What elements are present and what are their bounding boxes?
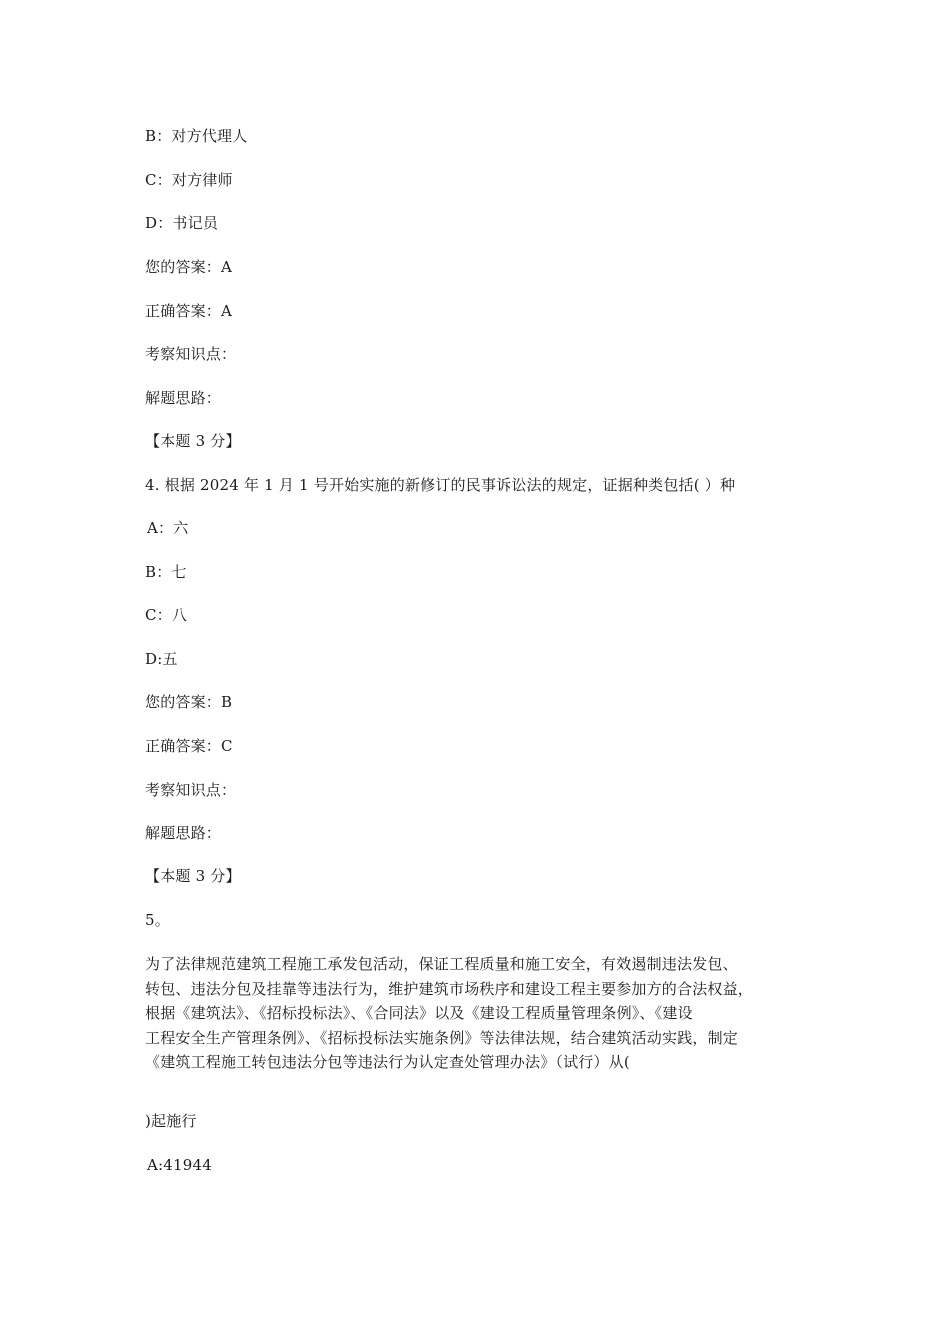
q3-knowledge-point: 考察知识点：	[145, 345, 237, 363]
q5-option-a: A:41944	[147, 1156, 213, 1174]
q5-question-paragraph	[145, 952, 820, 1075]
q4-solution-idea: 解题思路：	[145, 824, 222, 842]
q5-question-line: 为了法律规范建筑工程施工承发包活动，保证工程质量和施工安全，有效遏制违法发包、	[145, 955, 738, 973]
q4-option-c: C：八	[145, 606, 188, 624]
q3-solution-idea: 解题思路：	[145, 389, 222, 407]
q4-correct-answer: 正确答案：C	[145, 737, 233, 755]
q4-question: 4. 根据 2024 年 1 月 1 号开始实施的新修订的民事诉讼法的规定，证据种类包括( ）种	[145, 476, 736, 494]
q4-score: 【本题 3 分】	[145, 867, 241, 885]
q3-your-answer: 您的答案：A	[145, 258, 233, 276]
q4-option-b: B：七	[145, 563, 187, 581]
q5-question-line: 根据《建筑法》、《招标投标法》、《合同法》以及《建设工程质量管理条例》、《建设	[145, 1004, 693, 1022]
q4-option-a: A：六	[147, 519, 189, 537]
q3-option-d: D：书记员	[145, 214, 219, 232]
q4-your-answer: 您的答案：B	[145, 693, 233, 711]
q5-question-line: 《建筑工程施工转包违法分包等违法行为认定查处管理办法》（试行）从(	[145, 1053, 630, 1071]
q3-option-b: B：对方代理人	[145, 127, 248, 145]
q5-question-line: 转包、违法分包及挂靠等违法行为，维护建筑市场秩序和建设工程主要参加方的合法权益，	[145, 979, 754, 998]
q4-option-d: D:五	[145, 650, 178, 668]
q5-question-tail: )起施行	[145, 1112, 197, 1130]
q5-number: 5。	[145, 911, 170, 929]
q3-option-c: C：对方律师	[145, 171, 233, 189]
q3-correct-answer: 正确答案：A	[145, 302, 233, 320]
q4-knowledge-point: 考察知识点：	[145, 781, 237, 799]
q5-question-line: 工程安全生产管理条例》、《招标投标法实施条例》等法律法规，结合建筑活动实践，制定	[145, 1028, 739, 1047]
q3-score: 【本题 3 分】	[145, 432, 241, 450]
